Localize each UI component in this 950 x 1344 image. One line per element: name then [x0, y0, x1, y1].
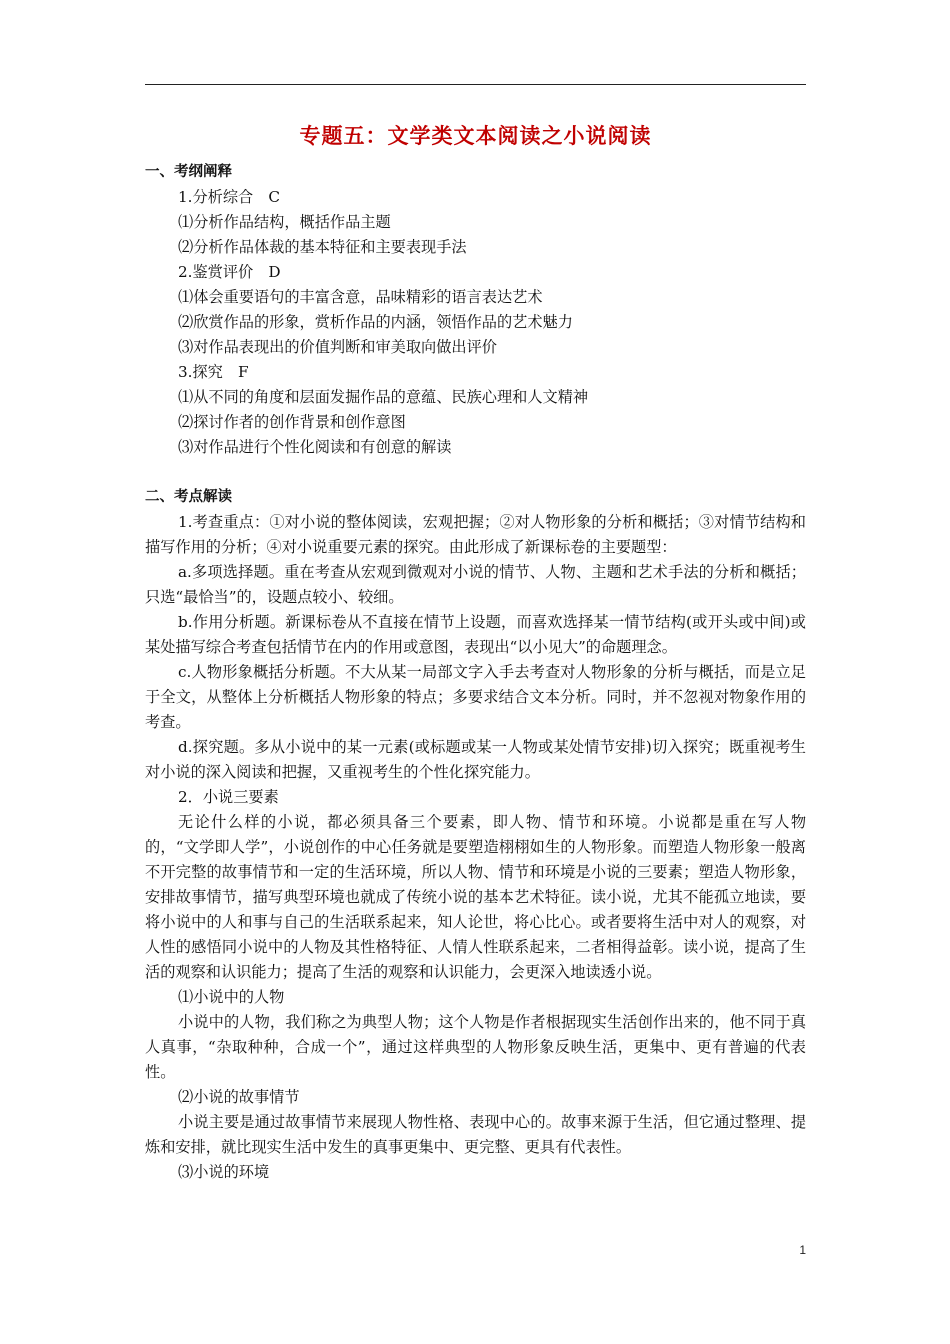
- syllabus-line: ⑵分析作品体裁的基本特征和主要表现手法: [178, 238, 467, 256]
- section-heading-analysis: 二、考点解读: [145, 489, 232, 505]
- syllabus-line: ⑵探讨作者的创作背景和创作意图: [178, 413, 406, 431]
- body-paragraph: a.多项选择题。重在考查从宏观到微观对小说的情节、人物、主题和艺术手法的分析和概括；只选“最恰当”的，设题点较小、较细。: [145, 563, 806, 606]
- body-paragraph: 1.考查重点：①对小说的整体阅读，宏观把握；②对人物形象的分析和概括；③对情节结构和描写作用的分析；④对小说重要元素的探究。由此形成了新课标卷的主要题型：: [145, 513, 806, 556]
- body-paragraph: d.探究题。多从小说中的某一元素(或标题或某一人物或某处情节安排)切入探究；既重视考生对小说的深入阅读和把握，又重视考生的个性化探究能力。: [145, 738, 806, 781]
- syllabus-line: ⑵欣赏作品的形象，赏析作品的内涵，领悟作品的艺术魅力: [178, 313, 573, 331]
- body-paragraph: 小说主要是通过故事情节来展现人物性格、表现中心的。故事来源于生活，但它通过整理、提炼和安排，就比现实生活中发生的真事更集中、更完整、更具有代表性。: [145, 1113, 806, 1156]
- subheading-paragraph: ⑵小说的故事情节: [178, 1088, 300, 1106]
- syllabus-line: 1.分析综合 C: [178, 188, 281, 206]
- subheading-paragraph: 2．小说三要素: [178, 788, 279, 806]
- body-paragraph: 小说中的人物，我们称之为典型人物；这个人物是作者根据现实生活创作出来的，他不同于真人真事，“杂取种种，合成一个”，通过这样典型的人物形象反映生活，更集中、更有普遍的代表性。: [145, 1013, 806, 1081]
- document-title: 专题五：文学类文本阅读之小说阅读: [299, 124, 652, 148]
- syllabus-line: ⑴体会重要语句的丰富含意，品味精彩的语言表达艺术: [178, 288, 543, 306]
- syllabus-line: ⑶对作品进行个性化阅读和有创意的解读: [178, 438, 452, 456]
- document-body: [145, 160, 806, 1185]
- syllabus-line: 3.探究 F: [178, 363, 249, 381]
- syllabus-line: 2.鉴赏评价 D: [178, 263, 281, 281]
- header-rule: [145, 84, 806, 85]
- page-number: 1: [799, 1243, 806, 1257]
- body-paragraph: 无论什么样的小说，都必须具备三个要素，即人物、情节和环境。小说都是重在写人物的，“文学即人学”，小说创作的中心任务就是要塑造栩栩如生的人物形象。而塑造人物形象一般离不开完整的故事情节和一定的生活环境，所以人物、情节和环境是小说的三要素；塑造人物形象，安排故事情节，描写典型环境也就成了传统小说的基本艺术特征。读小说，尤其不能孤立地读，要将小说中的人和事与自己的生活联系起来，知人论世，将心比心。或者要将生活中对人的观察，对人性的感悟同小说中的人物及其性格特征、人情人性联系起来，二者相得益彰。读小说，提高了生活的观察和认识能力；提高了生活的观察和认识能力，会更深入地读透小说。: [145, 813, 806, 981]
- subheading-paragraph: ⑴小说中的人物: [178, 988, 285, 1006]
- syllabus-line: ⑶对作品表现出的价值判断和审美取向做出评价: [178, 338, 497, 356]
- subheading-paragraph: ⑶小说的环境: [178, 1163, 270, 1181]
- section-spacer: [145, 460, 806, 485]
- syllabus-line: ⑴从不同的角度和层面发掘作品的意蕴、民族心理和人文精神: [178, 388, 589, 406]
- syllabus-line: ⑴分析作品结构，概括作品主题: [178, 213, 391, 231]
- section-heading-syllabus: 一、考纲阐释: [145, 164, 232, 180]
- body-paragraph: c.人物形象概括分析题。不大从某一局部文字入手去考查对人物形象的分析与概括，而是立足于全文，从整体上分析概括人物形象的特点；多要求结合文本分析。同时，并不忽视对物象作用的考查。: [145, 663, 806, 731]
- body-paragraph: b.作用分析题。新课标卷从不直接在情节上设题，而喜欢选择某一情节结构(或开头或中间)或某处描写综合考查包括情节在内的作用或意图，表现出“以小见大”的命题理念。: [145, 613, 806, 656]
